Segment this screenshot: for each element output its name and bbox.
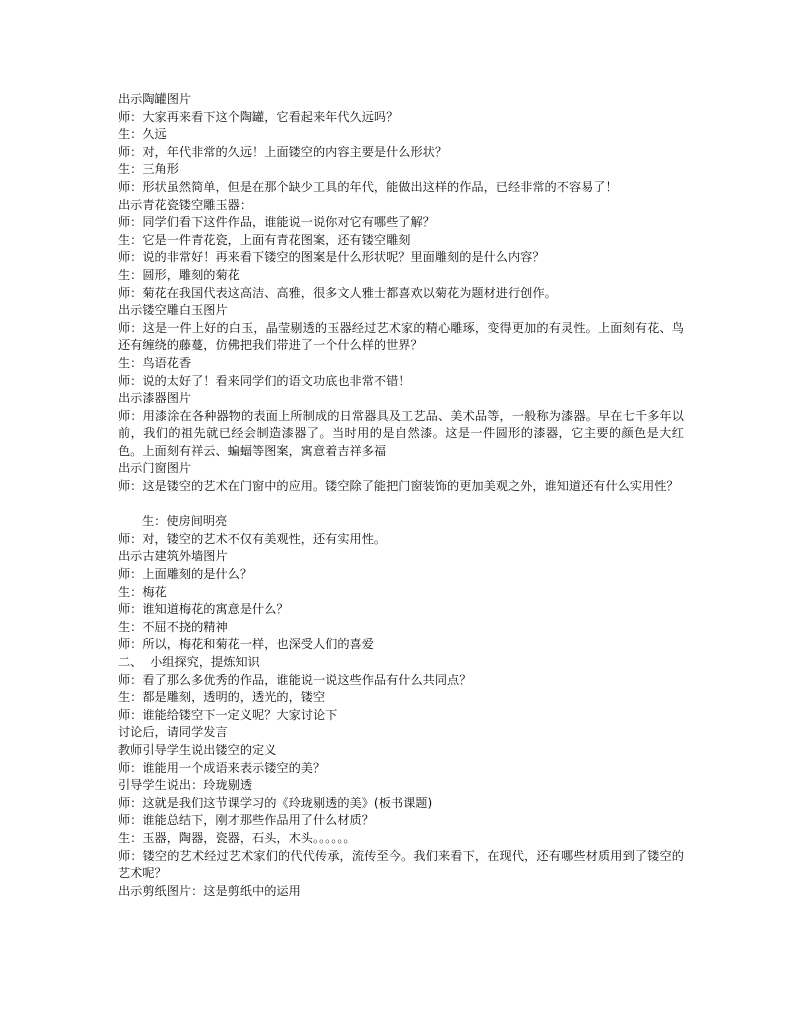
line-5: 生：三角形 xyxy=(118,162,179,177)
line-20: 师：这是镂空的艺术在门窗中的应用。镂空除了能把门窗装饰的更加美观之外，谁知道还有什么实用性？ xyxy=(118,479,679,494)
line-27: 生：不屈不挠的精神 xyxy=(118,619,228,634)
line-16: 师：说的太好了！看来同学们的语文功底也非常不错！ xyxy=(118,373,411,388)
line-40: 师：镂空的艺术经过艺术家们的代代传承，流传至今。我们来看下，在现代，还有哪些材质用到了镂空的艺术呢？ xyxy=(118,848,684,881)
line-41: 出示剪纸图片：这是剪纸中的运用 xyxy=(118,883,301,898)
line-22: 师：对，镂空的艺术不仅有美观性，还有实用性。 xyxy=(118,531,387,546)
line-9: 生：它是一件青花瓷，上面有青花图案，还有镂空雕刻 xyxy=(118,232,411,247)
line-36: 引导学生说出：玲珑剔透 xyxy=(118,778,253,793)
line-26: 师：谁知道梅花的寓意是什么？ xyxy=(118,602,289,617)
line-23: 出示古建筑外墙图片 xyxy=(118,549,228,564)
line-15: 生：鸟语花香 xyxy=(118,355,192,370)
line-10: 师：说的非常好！再来看下镂空的图案是什么形状呢？里面雕刻的是什么内容？ xyxy=(118,250,545,265)
line-30: 师：看了那么多优秀的作品，谁能说一说这些作品有什么共同点？ xyxy=(118,672,472,687)
line-7: 出示青花瓷镂空雕玉器： xyxy=(118,197,253,212)
line-39: 生：玉器，陶器，瓷器，石头，木头。。。。。。 xyxy=(118,830,356,845)
line-6: 师：形状虽然简单，但是在那个缺少工具的年代，能做出这样的作品，已经非常的不容易了！ xyxy=(118,179,618,194)
line-34: 教师引导学生说出镂空的定义 xyxy=(118,742,277,757)
line-38: 师：谁能总结下，刚才那些作品用了什么材质？ xyxy=(118,813,374,828)
line-21: 生：使房间明亮 xyxy=(142,514,228,529)
line-33: 讨论后，请同学发言 xyxy=(118,725,228,740)
document-body xyxy=(118,91,684,900)
line-12: 师：菊花在我国代表这高洁、高雅，很多文人雅士都喜欢以菊花为题材进行创作。 xyxy=(118,285,557,300)
line-8: 师：同学们看下这件作品，谁能说一说你对它有哪些了解？ xyxy=(118,215,435,230)
line-3: 生：久远 xyxy=(118,127,167,142)
line-28: 师：所以，梅花和菊花一样，也深受人们的喜爱 xyxy=(118,637,374,652)
line-2: 师：大家再来看下这个陶罐，它看起来年代久远吗？ xyxy=(118,109,399,124)
line-24: 师：上面雕刻的是什么？ xyxy=(118,567,253,582)
line-1: 出示陶罐图片 xyxy=(118,92,192,106)
line-4: 师：对，年代非常的久远！上面镂空的内容主要是什么形状？ xyxy=(118,144,448,159)
line-18: 师：用漆涂在各种器物的表面上所制成的日常器具及工艺品、美术品等，一般称为漆器。早在七千多年以前，我们的祖先就已经会制造漆器了。当时用的是自然漆。这是一件圆形的漆器，它主要的颜色是大红色。上面刻有祥云、蝙蝠等图案，寓意着吉祥多福 xyxy=(118,408,684,458)
line-37: 师：这就是我们这节课学习的《玲珑剔透的美》(板书课题) xyxy=(118,795,433,810)
line-19: 出示门窗图片 xyxy=(118,461,192,476)
line-13: 出示镂空雕白玉图片 xyxy=(118,303,228,318)
line-35: 师：谁能用一个成语来表示镂空的美？ xyxy=(118,760,326,775)
line-25: 生：梅花 xyxy=(118,584,167,599)
line-31: 生：都是雕刻，透明的，透光的，镂空 xyxy=(118,690,326,705)
line-14: 师：这是一件上好的白玉，晶莹剔透的玉器经过艺术家的精心雕琢，变得更加的有灵性。上面刻有花、鸟还有缠绕的藤蔓，仿佛把我们带进了一个什么样的世界？ xyxy=(118,320,684,353)
line-11: 生：圆形，雕刻的菊花 xyxy=(118,267,240,282)
line-29: 二、 小组探究，提炼知识 xyxy=(118,655,260,669)
line-32: 师：谁能给镂空下一定义呢？大家讨论下 xyxy=(118,707,338,722)
line-17: 出示漆器图片 xyxy=(118,391,192,406)
